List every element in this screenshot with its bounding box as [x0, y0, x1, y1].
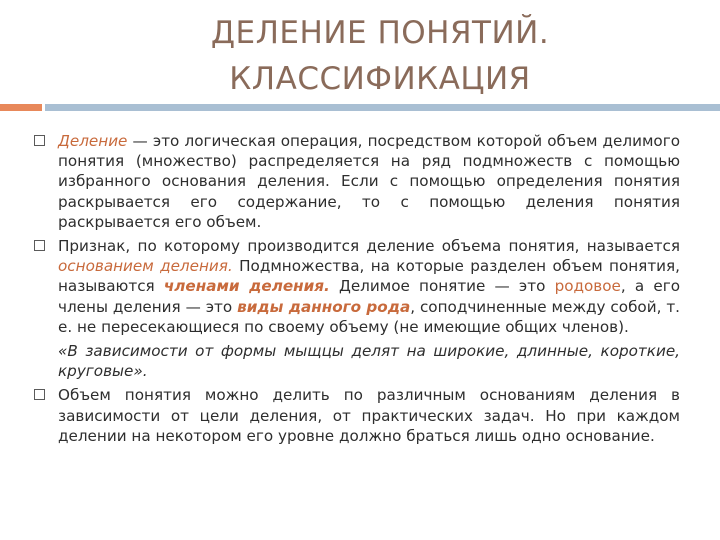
bullet-item-multiple-bases [34, 385, 680, 446]
title-line-1: ДЕЛЕНИЕ ПОНЯТИЙ. [210, 15, 550, 51]
term-basis: основанием деления. [58, 257, 233, 276]
bullet-text [58, 236, 680, 337]
term-members: членами деления. [163, 277, 330, 296]
bullet-list [34, 131, 680, 450]
text-segment: , соподчиненные между собой, т. е. не пересекающиеся по своему объему (не имеющие общих членов). [58, 297, 681, 336]
square-bullet-icon [34, 135, 45, 146]
title-rule [45, 104, 720, 111]
term-species: виды данного рода [237, 297, 411, 316]
term-generic: родовое [554, 277, 621, 296]
example-text: «В зависимости от формы мыщцы делят на широкие, длинные, короткие, круговые». [58, 342, 680, 381]
bullet-item-definition [34, 131, 680, 232]
text-segment: Подмножества, на которые разделен объем понятия, называются [58, 257, 680, 296]
text-segment: Признак, по которому производится деление объема понятия, называется [58, 237, 680, 256]
bullet-text: Объем понятия можно делить по различным основаниям деления в зависимости от цели деления, от практических задач. Но при каждом делении на некотором его уровне должно браться лишь одно основание. [58, 386, 680, 445]
title-line-2: КЛАССИФИКАЦИЯ [229, 61, 531, 97]
title-rule-accent [0, 104, 42, 111]
square-bullet-icon [34, 389, 45, 400]
text-segment: , а его члены деления — это [58, 277, 680, 316]
definition-text: — это логическая операция, посредством которой объем делимого понятия (множество) распределяется на ряд подмножеств с помощью избранного основания деления. Если с помощью определения понятия раскрывается его содержание, то с помощью деления понятия раскрывается его объем. [58, 132, 680, 231]
slide-title [150, 10, 610, 102]
term-division: Деление [58, 132, 128, 150]
bullet-text [58, 131, 680, 232]
bullet-item-basis [34, 236, 680, 381]
text-segment: Делимое понятие — это [329, 277, 555, 296]
square-bullet-icon [34, 240, 45, 251]
